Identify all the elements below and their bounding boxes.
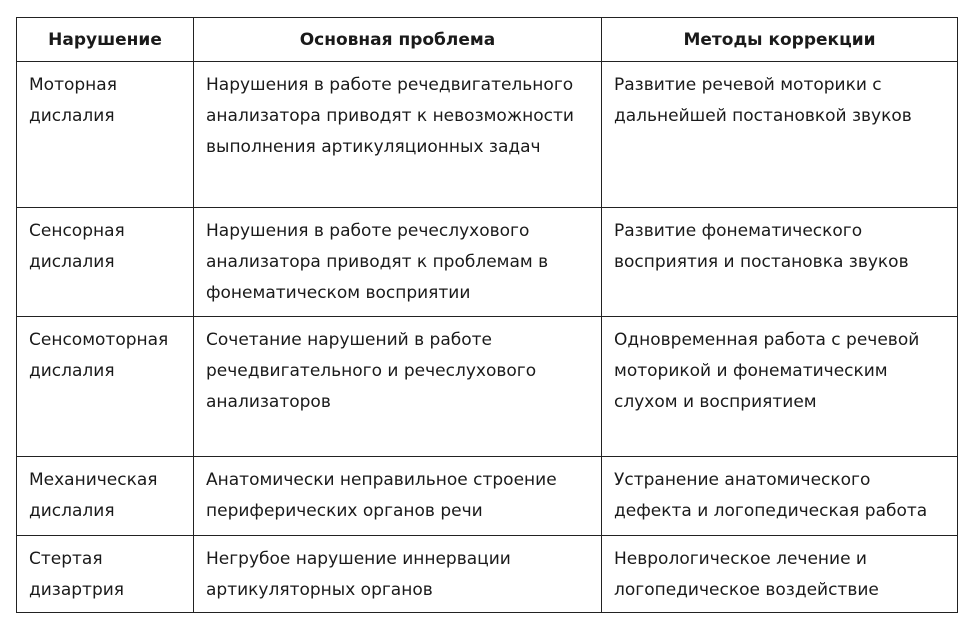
cell-methods: Устранение анатомического дефекта и логопедическая работа xyxy=(602,457,958,536)
cell-problem: Нарушения в работе речедвигательного анализатора приводят к невозможности выполнения артикуляционных задач xyxy=(194,62,602,208)
cell-disorder: Механическая дислалия xyxy=(17,457,194,536)
header-row xyxy=(17,18,958,62)
cell-problem: Нарушения в работе речеслухового анализатора приводят к проблемам в фонематическом восприятии xyxy=(194,208,602,317)
cell-problem: Сочетание нарушений в работе речедвигательного и речеслухового анализаторов xyxy=(194,317,602,457)
dyslalia-table xyxy=(16,17,958,613)
cell-methods: Одновременная работа с речевой моторикой и фонематическим слухом и восприятием xyxy=(602,317,958,457)
table-row xyxy=(17,457,958,536)
table-row xyxy=(17,62,958,208)
table-row xyxy=(17,536,958,613)
header-disorder: Нарушение xyxy=(17,18,194,62)
cell-disorder: Стертая дизартрия xyxy=(17,536,194,613)
cell-disorder: Сенсорная дислалия xyxy=(17,208,194,317)
cell-disorder: Моторная дислалия xyxy=(17,62,194,208)
cell-methods: Развитие фонематического восприятия и постановка звуков xyxy=(602,208,958,317)
cell-methods: Неврологическое лечение и логопедическое воздействие xyxy=(602,536,958,613)
table-row xyxy=(17,208,958,317)
cell-problem: Негрубое нарушение иннервации артикуляторных органов xyxy=(194,536,602,613)
header-main-problem: Основная проблема xyxy=(194,18,602,62)
cell-problem: Анатомически неправильное строение периферических органов речи xyxy=(194,457,602,536)
header-correction-methods: Методы коррекции xyxy=(602,18,958,62)
cell-disorder: Сенсомоторная дислалия xyxy=(17,317,194,457)
table-row xyxy=(17,317,958,457)
cell-methods: Развитие речевой моторики с дальнейшей постановкой звуков xyxy=(602,62,958,208)
